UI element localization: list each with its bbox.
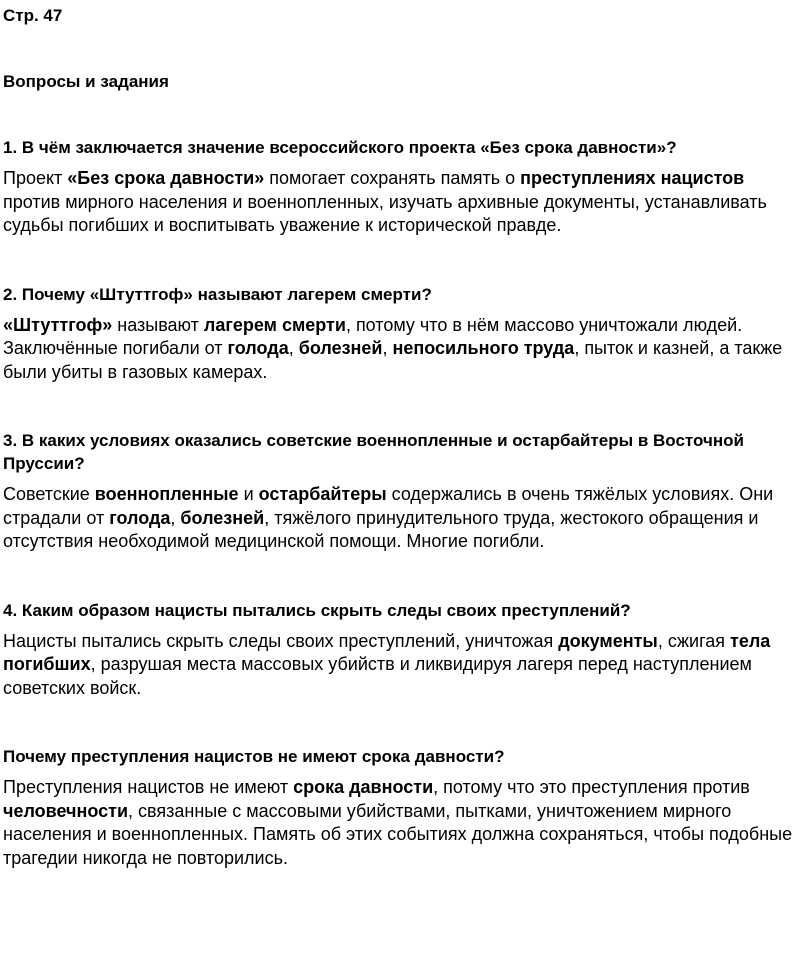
answer-text: , потому что это преступления против: [433, 777, 750, 797]
answer-text: называют: [112, 314, 204, 335]
answer-text: Советские: [3, 484, 95, 504]
answer-bold-text: голода: [109, 507, 171, 528]
answer-text: помогает сохранять память о: [264, 168, 521, 188]
answer-bold-text: болезней: [180, 507, 265, 528]
answer-1: [3, 167, 799, 238]
question-5: Почему преступления нацистов не имеют срока давности?: [3, 747, 505, 766]
answer-bold-text: лагерем смерти: [203, 314, 346, 335]
answer-bold-text: «Без срока давности»: [67, 168, 265, 188]
answer-bold-text: документы: [558, 630, 658, 651]
answer-2: [3, 314, 799, 385]
qa-block-1: [3, 136, 800, 238]
answer-text: , потому что в нём массово уничтожали людей. Заключённые погибали от: [3, 314, 743, 358]
answer-text: , сжигая: [657, 630, 731, 651]
answer-bold-text: преступлениях нацистов: [520, 168, 745, 188]
answer-text: , связанные с массовыми убийствами, пытками, уничтожением мирного населения и военнопленных. Память об этих событиях должна сохраняться, чтобы подобные трагедии никогда не повторились.: [3, 800, 793, 868]
answer-text: , пыток и казней, а также были убиты в газовых камерах.: [3, 338, 783, 382]
qa-block-4: [3, 599, 800, 701]
answer-text: ,: [382, 338, 393, 358]
question-1: 1. В чём заключается значение всероссийского проекта «Без срока давности»?: [3, 138, 677, 157]
answer-text: и: [238, 484, 259, 504]
answer-text: Нацисты пытались скрыть следы своих преступлений, уничтожая: [3, 630, 559, 651]
qa-block-3: [3, 429, 800, 554]
question-3: 3. В каких условиях оказались советские военнопленные и остарбайтеры в Восточной Пруссии?: [3, 431, 744, 473]
qa-block-5: [3, 745, 800, 870]
answer-bold-text: остарбайтеры: [258, 484, 387, 504]
question-4: 4. Каким образом нацисты пытались скрыть следы своих преступлений?: [3, 600, 631, 620]
answer-text: ,: [170, 507, 181, 528]
answer-bold-text: голода: [227, 338, 289, 358]
answer-text: ,: [288, 338, 299, 358]
section-title: Вопросы и задания: [3, 72, 169, 91]
answer-text: , тяжёлого принудительного труда, жестокого обращения и отсутствия необходимой медицинской помощи. Многие погибли.: [3, 507, 759, 551]
answer-4: [3, 630, 799, 701]
page-number: Стр. 47: [3, 6, 63, 25]
answer-bold-text: непосильного труда: [392, 338, 575, 358]
answer-5: [3, 776, 799, 870]
qa-block-2: [3, 283, 800, 385]
answer-bold-text: болезней: [298, 338, 383, 358]
answer-text: Проект: [3, 168, 68, 188]
answer-text: , разрушая места массовых убийств и ликвидируя лагеря перед наступлением советских войск.: [3, 654, 752, 698]
answer-text: содержались в очень тяжёлых условиях. Они страдали от: [3, 484, 774, 528]
answer-bold-text: срока давности: [293, 777, 434, 797]
answer-bold-text: тела погибших: [3, 630, 771, 674]
answer-bold-text: человечности: [3, 800, 129, 821]
answer-text: Преступления нацистов не имеют: [3, 777, 294, 797]
answer-bold-text: военнопленные: [94, 484, 239, 504]
question-2: 2. Почему «Штуттгоф» называют лагерем смерти?: [3, 284, 432, 304]
answer-bold-text: «Штуттгоф»: [3, 314, 113, 335]
answer-3: [3, 483, 799, 554]
answer-text: против мирного населения и военнопленных, изучать архивные документы, устанавливать судьбы погибших и воспитывать уважение к исторической правде.: [3, 191, 767, 235]
